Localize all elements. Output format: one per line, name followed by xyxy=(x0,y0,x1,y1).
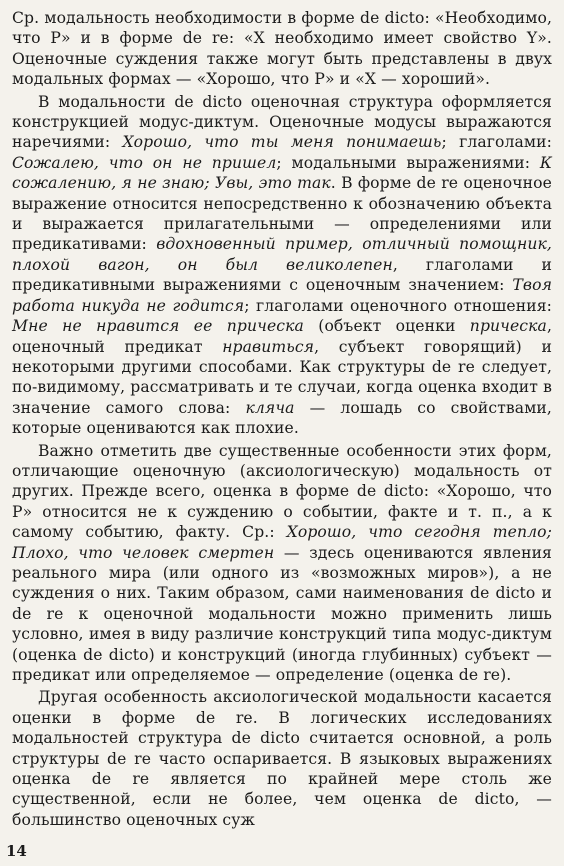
text-run: ; глаголами: xyxy=(441,133,553,152)
italic-example: нравиться xyxy=(222,337,315,356)
italic-example: К сожалению, я не знаю; Увы, это так xyxy=(12,153,552,193)
text-run: ; модальными выражениями: xyxy=(276,153,540,172)
text-run: ; глаголами оценочного отношения: xyxy=(244,296,552,315)
text-run: , оценочный предикат xyxy=(12,317,552,356)
text-run: Другая особенность аксиологической модальности касается оценки в форме de re. В логических исследованиях модальностей структура de dicto считается основной, а роль структуры de re часто оспаривается. В языковых выражениях оценка de re является по крайней мере столь же существенной, если не более, чем оценка de dicto, — большинство оценочных суж xyxy=(12,688,552,829)
italic-example: Сожалею, что он не пришел xyxy=(12,153,277,172)
text-run: (объект оценки xyxy=(303,317,470,336)
italic-example: Мне не нравится ее прическа xyxy=(12,317,304,336)
text-run: . В форме de re оценочное выражение относится непосредственно к обозначению объекта и выражается прилагательными — определениями или предикативами: xyxy=(12,174,552,254)
text-run: В модальности de dicto оценочная структура оформляется конструкцией модус-диктум. Оценочные модусы выражаются наречиями: xyxy=(12,92,552,152)
paragraph-1 xyxy=(12,8,552,90)
text-run: — здесь оцениваются явления реального мира (или одного из «возможных миров»), а не суждения о них. Таким образом, сами наименования de dicto и de re к оценочной модальности можно применить лишь условно, имея в виду различие конструкций типа модус-диктум (оценка de dicto) и конструкций (иногда глубинных) субъект — предикат или определяемое — определение (оценка de re). xyxy=(12,543,552,684)
italic-example: вдохновенный пример, отличный помощник, плохой вагон, он был великолепен xyxy=(12,235,552,274)
italic-example: прическа xyxy=(469,317,547,336)
text-run: Важно отметить две существенные особенности этих форм, отличающие оценочную (аксиологическую) модальность от других. Прежде всего, оценка в форме de dicto: «Хорошо, что Р» относится не к суждению о событии, факте и т. п., а к самому событию, факту. Ср.: xyxy=(12,441,552,542)
paragraph-4 xyxy=(12,687,552,830)
paragraph-2 xyxy=(12,92,552,439)
paragraph-3 xyxy=(12,441,552,686)
page-number: 14 xyxy=(6,842,27,860)
italic-example: кляча xyxy=(245,398,295,417)
italic-example: Хорошо, что ты меня понимаешь xyxy=(122,133,442,152)
text-run: , глаголами и предикативными выражениями с оценочным значением: xyxy=(12,255,552,295)
text-run: , субъект говорящий) и некоторыми другими способами. Как структуры de re следует, по-видимому, рассматривать и те случаи, когда оценка входит в значение самого слова: xyxy=(12,337,552,417)
text-run: Ср. модальность необходимости в форме de dicto: «Необходимо, что Р» и в форме de re: «Х необходимо имеет свойство Y». Оценочные суждения также могут быть представлены в двух модальных формах — «Хорошо, что Р» и «Х — хороший». xyxy=(12,9,552,89)
italic-example: Твоя работа никуда не годится xyxy=(12,276,552,315)
italic-example: Хорошо, что сегодня тепло; Плохо, что человек смертен xyxy=(12,523,552,562)
text-run: — лошадь со свойствами, которые оцениваются как плохие. xyxy=(12,398,552,438)
